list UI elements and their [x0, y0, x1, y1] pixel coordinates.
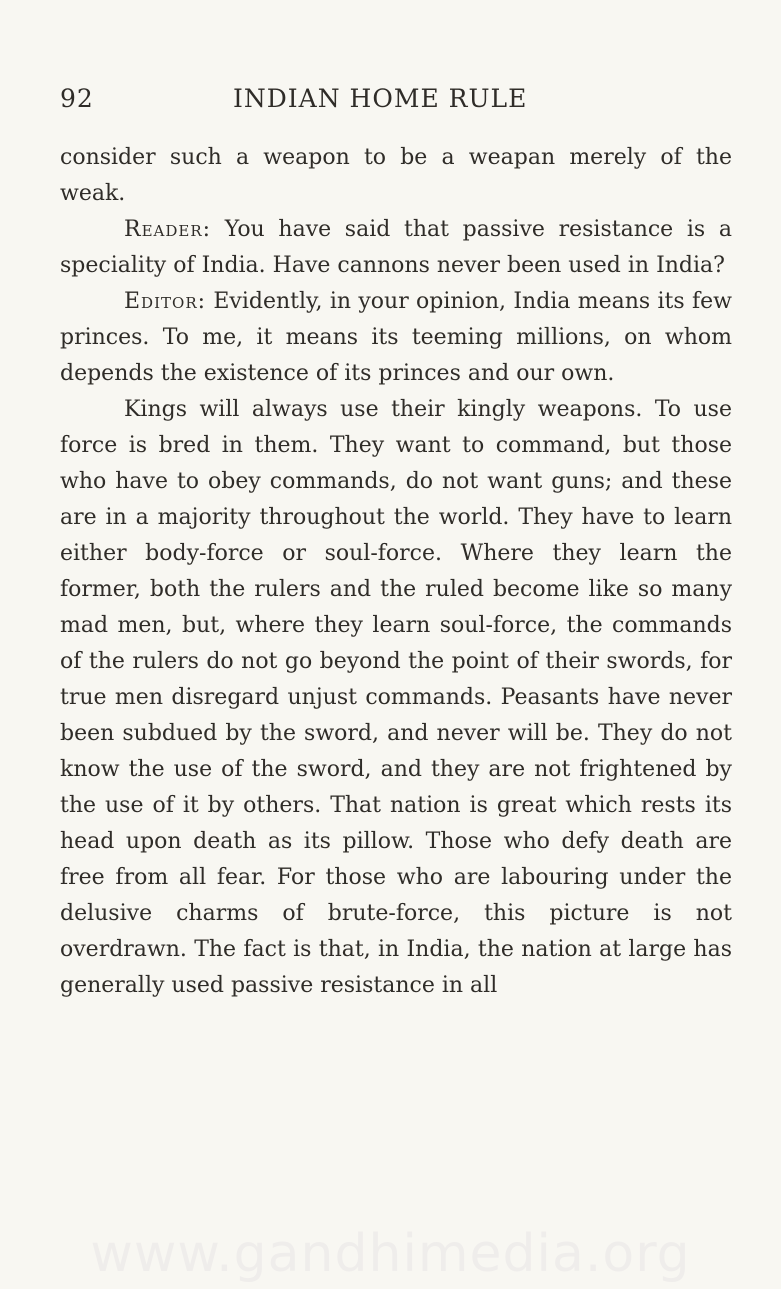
paragraph-text: Kings will always use their kingly weapons. To use force is bred in them. They want to command, but those who have to obey commands, do not want guns; and these are in a majority throughout the world. They have to learn either body-force or soul-force. Where they learn the former, both the rulers and the ruled become like so many mad men, but, where they learn soul-force, the commands of the rulers do not go beyond the point of their swords, for true men disregard unjust commands. Peasants have never been subdued by the sword, and never will be. They do not know the use of the sword, and they are not frightened by the use of it by others. That nation is great which rests its head upon death as its pillow. Those who defy death are free from all fear. For those who are labouring under the delusive charms of brute-force, this picture is not overdrawn. The fact is that, in India, the nation at large has generally used passive resistance in all: [60, 397, 732, 998]
page-number: 92: [60, 84, 94, 113]
running-title: INDIAN HOME RULE: [233, 84, 528, 113]
paragraph-text: consider such a weapon to be a weapan merely of the weak.: [60, 145, 732, 206]
paragraph-continuation: [60, 140, 732, 212]
body-text: [60, 140, 732, 1004]
page-header: [60, 84, 730, 120]
speaker-label: Editor:: [124, 289, 207, 314]
speaker-label: Reader:: [124, 217, 212, 242]
paragraph-text: You have said that passive resistance is a speciality of India. Have cannons never been used in India?: [60, 217, 732, 278]
paragraph-text: Evidently, in your opinion, India means its few princes. To me, it means its teeming millions, on whom depends the existence of its princes and our own.: [60, 289, 732, 386]
watermark: www.gandhimedia.org: [90, 1224, 691, 1284]
paragraph-reader: [60, 212, 732, 284]
paragraph-kings: [60, 392, 732, 1004]
paragraph-editor: [60, 284, 732, 392]
